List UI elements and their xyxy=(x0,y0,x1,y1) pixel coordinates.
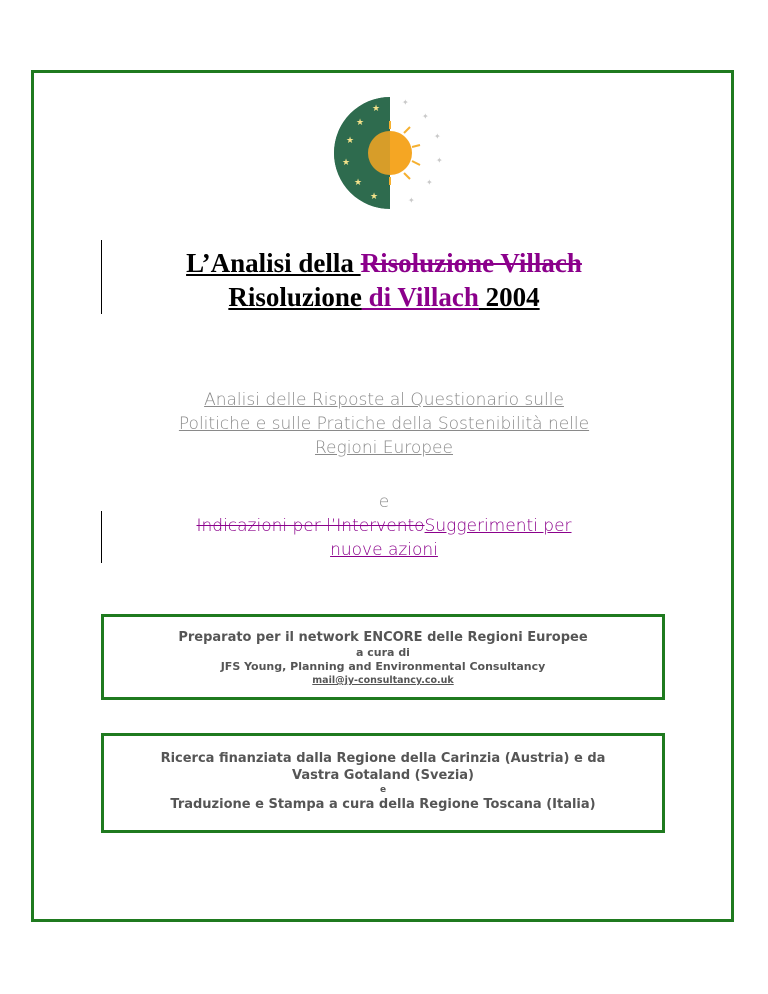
translation-line: Traduzione e Stampa a cura della Regione Toscana (Italia) xyxy=(170,797,596,812)
funding-line2: Vastra Gotaland (Svezia) xyxy=(291,768,475,783)
subtitle-inserted-text-1: Suggerimenti per xyxy=(424,516,572,536)
prepared-for-box xyxy=(101,614,665,700)
subtitle-line3: Regioni Europee xyxy=(315,438,453,458)
svg-text:✦: ✦ xyxy=(408,196,415,205)
subtitle-inserted-text-2: nuove azioni xyxy=(330,540,438,560)
funding-line1: Ricerca finanziata dalla Regione della Carinzia (Austria) e da xyxy=(160,751,606,766)
svg-text:★: ★ xyxy=(372,104,381,114)
svg-text:✦: ✦ xyxy=(422,112,429,121)
edited-by-label: a cura di xyxy=(356,646,410,659)
title-inserted-text: di Villach xyxy=(361,282,479,312)
svg-text:✦: ✦ xyxy=(434,132,441,141)
subtitle-line2: Politiche e sulle Pratiche della Sostenibilità nelle xyxy=(178,414,590,434)
encore-logo xyxy=(330,93,460,213)
contact-email-link[interactable]: mail@jy-consultancy.co.uk xyxy=(312,675,454,686)
prepared-for-line: Preparato per il network ENCORE delle Regioni Europee xyxy=(178,630,588,645)
svg-text:★: ★ xyxy=(342,158,351,168)
funding-box xyxy=(101,733,665,833)
page-title xyxy=(0,246,768,314)
consultancy-name: JFS Young, Planning and Environmental Consultancy xyxy=(220,660,546,673)
svg-text:★: ★ xyxy=(346,136,355,146)
svg-text:★: ★ xyxy=(356,118,365,128)
subtitle-line1: Analisi delle Risposte al Questionario sulle xyxy=(204,390,564,410)
title-deleted-text: Risoluzione Villach xyxy=(360,248,582,278)
svg-text:★: ★ xyxy=(354,178,363,188)
svg-text:★: ★ xyxy=(370,192,379,202)
title-line1-prefix: L’Analisi della xyxy=(186,248,361,278)
subtitle-actions xyxy=(0,490,768,562)
svg-text:✦: ✦ xyxy=(402,98,409,107)
title-line2-b: 2004 xyxy=(478,282,540,312)
funding-conjunction: e xyxy=(379,785,387,795)
svg-text:✦: ✦ xyxy=(436,156,443,165)
title-line2-a: Risoluzione xyxy=(228,282,362,312)
subtitle-block xyxy=(0,388,768,460)
subtitle-conjunction: e xyxy=(378,492,390,512)
svg-text:✦: ✦ xyxy=(426,178,433,187)
subtitle-deleted-text: Indicazioni per l’Intervento xyxy=(196,516,425,536)
